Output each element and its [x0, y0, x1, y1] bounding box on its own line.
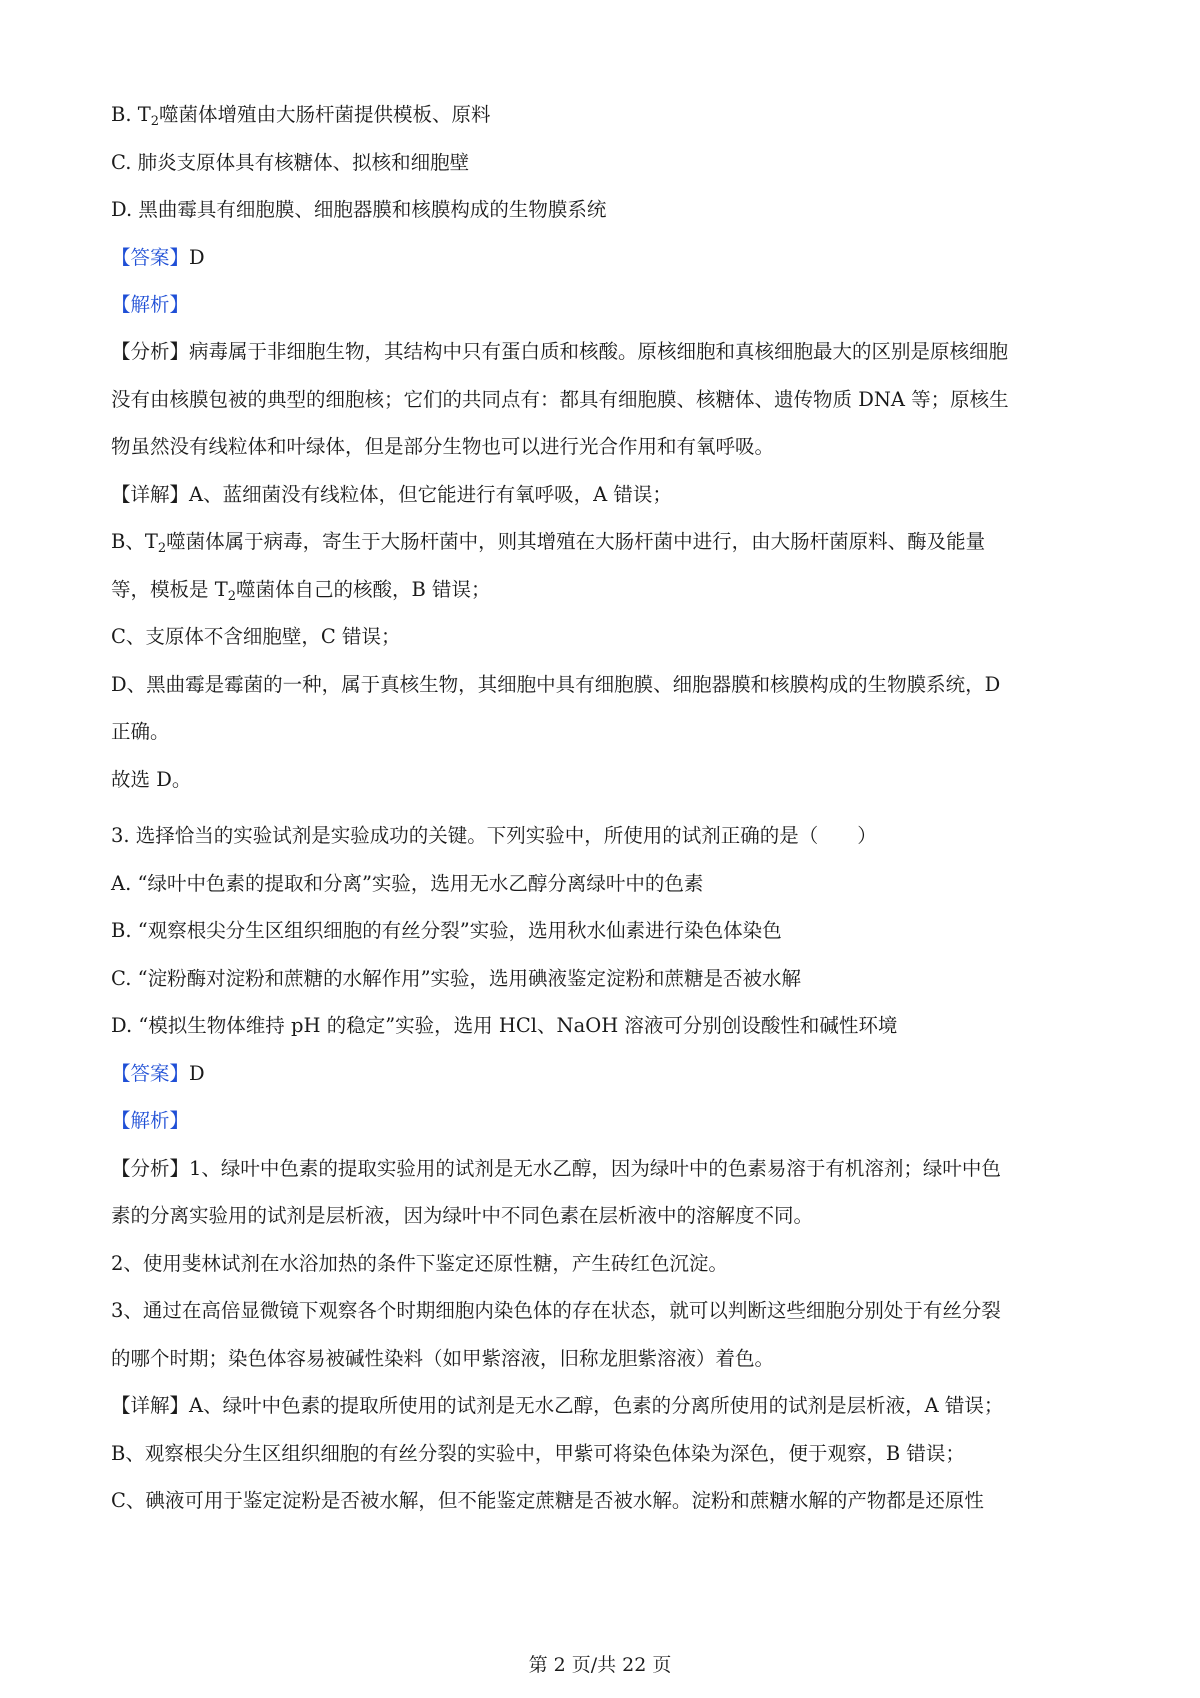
q3-xiangjie-a-text: A、绿叶中色素的提取所使用的试剂是无水乙醇，色素的分离所使用的试剂是层析液，A 错误；	[189, 1394, 1004, 1417]
q2-xiangjie-b2-subscript: 2	[227, 589, 236, 604]
q3-fenxi-tag: 【分析】	[111, 1157, 190, 1180]
q2-xiangjie-d-line-2: 正确。	[111, 720, 170, 743]
q2-option-b-prefix: B. T	[111, 103, 151, 126]
q3-analysis-tag: 【解析】	[111, 1109, 190, 1132]
q2-xiangjie-b2-text: 噬菌体自己的核酸，B 错误；	[236, 578, 491, 601]
q2-xiangjie-c: C、支原体不含细胞壁，C 错误；	[111, 625, 401, 648]
q2-option-c: C. 肺炎支原体具有核糖体、拟核和细胞壁	[111, 151, 470, 174]
q2-analysis-heading	[111, 291, 189, 319]
page-footer: 第 2 页/共 22 页	[528, 1654, 672, 1676]
q2-option-b-subscript: 2	[150, 114, 160, 129]
q3-xiangjie-b: B、观察根尖分生区组织细胞的有丝分裂的实验中，甲紫可将染色体染为深色，便于观察，B 错误；	[111, 1442, 965, 1465]
q3-xiangjie-a	[111, 1392, 1003, 1420]
q3-answer-value: D	[189, 1062, 205, 1085]
q2-xiangjie-tag: 【详解】	[111, 483, 190, 506]
q3-stem: 3. 选择恰当的实验试剂是实验成功的关键。下列实验中，所使用的试剂正确的是（ ）	[111, 824, 877, 847]
q2-xiangjie-d-line-1: D、黑曲霉是霉菌的一种，属于真核生物，其细胞中具有细胞膜、细胞器膜和核膜构成的生物膜系统，D	[111, 673, 1001, 696]
q3-fenxi-text-1: 1、绿叶中色素的提取实验用的试剂是无水乙醇，因为绿叶中的色素易溶于有机溶剂；绿叶中色	[189, 1157, 1001, 1180]
q3-option-b: B. “观察根尖分生区组织细胞的有丝分裂”实验，选用秋水仙素进行染色体染色	[111, 919, 782, 942]
q3-fenxi-line-3: 2、使用斐林试剂在水浴加热的条件下鉴定还原性糖，产生砖红色沉淀。	[111, 1252, 728, 1275]
q2-option-b	[111, 101, 491, 129]
q2-xiangjie-a-text: A、蓝细菌没有线粒体，但它能进行有氧呼吸，A 错误；	[189, 483, 672, 506]
q2-xiangjie-b1-text: 噬菌体属于病毒，寄生于大肠杆菌中，则其增殖在大肠杆菌中进行，由大肠杆菌原料、酶及能量	[166, 530, 986, 553]
q3-xiangjie-tag: 【详解】	[111, 1394, 190, 1417]
q2-answer-tag: 【答案】	[111, 246, 190, 269]
q2-xiangjie-b-line-2	[111, 576, 491, 604]
q2-analysis-tag: 【解析】	[111, 293, 190, 316]
q2-fenxi-line-3: 物虽然没有线粒体和叶绿体，但是部分生物也可以进行光合作用和有氧呼吸。	[111, 435, 775, 458]
q3-fenxi-line-1	[111, 1155, 1001, 1183]
q2-fenxi-tag: 【分析】	[111, 340, 190, 363]
q2-fenxi-line-1	[111, 338, 1008, 366]
q3-fenxi-line-2: 素的分离实验用的试剂是层析液，因为绿叶中不同色素在层析液中的溶解度不同。	[111, 1204, 814, 1227]
q3-fenxi-line-4: 3、通过在高倍显微镜下观察各个时期细胞内染色体的存在状态，就可以判断这些细胞分别处于有丝分裂	[111, 1299, 1001, 1322]
q3-answer-tag: 【答案】	[111, 1062, 190, 1085]
q2-xiangjie-b2-prefix: 等，模板是 T	[111, 578, 228, 601]
q2-xiangjie-b-line-1	[111, 528, 985, 556]
q2-xiangjie-b1-subscript: 2	[157, 541, 167, 556]
q3-analysis-heading	[111, 1107, 189, 1135]
q3-fenxi-line-5: 的哪个时期；染色体容易被碱性染料（如甲紫溶液，旧称龙胆紫溶液）着色。	[111, 1347, 775, 1370]
q2-answer-value: D	[189, 246, 205, 269]
q2-option-d: D. 黑曲霉具有细胞膜、细胞器膜和核膜构成的生物膜系统	[111, 198, 607, 221]
q2-option-b-text: 噬菌体增殖由大肠杆菌提供模板、原料	[159, 103, 491, 126]
q3-answer	[111, 1060, 205, 1088]
q2-xiangjie-a	[111, 481, 672, 509]
q2-fenxi-line-2: 没有由核膜包被的典型的细胞核；它们的共同点有：都具有细胞膜、核糖体、遗传物质 DNA 等；原核生	[111, 388, 1009, 411]
q3-option-c: C. “淀粉酶对淀粉和蔗糖的水解作用”实验，选用碘液鉴定淀粉和蔗糖是否被水解	[111, 967, 802, 990]
q3-option-d: D. “模拟生物体维持 pH 的稳定”实验，选用 HCl、NaOH 溶液可分别创设酸性和碱性环境	[111, 1014, 898, 1037]
q3-option-a: A. “绿叶中色素的提取和分离”实验，选用无水乙醇分离绿叶中的色素	[111, 872, 704, 895]
q2-xiangjie-b1-prefix: B、T	[111, 530, 158, 553]
q2-conclusion: 故选 D。	[111, 768, 192, 791]
q3-xiangjie-c: C、碘液可用于鉴定淀粉是否被水解，但不能鉴定蔗糖是否被水解。淀粉和蔗糖水解的产物都是还原性	[111, 1489, 984, 1512]
q2-answer	[111, 244, 205, 272]
q2-fenxi-text-1: 病毒属于非细胞生物，其结构中只有蛋白质和核酸。原核细胞和真核细胞最大的区别是原核细胞	[189, 340, 1009, 363]
